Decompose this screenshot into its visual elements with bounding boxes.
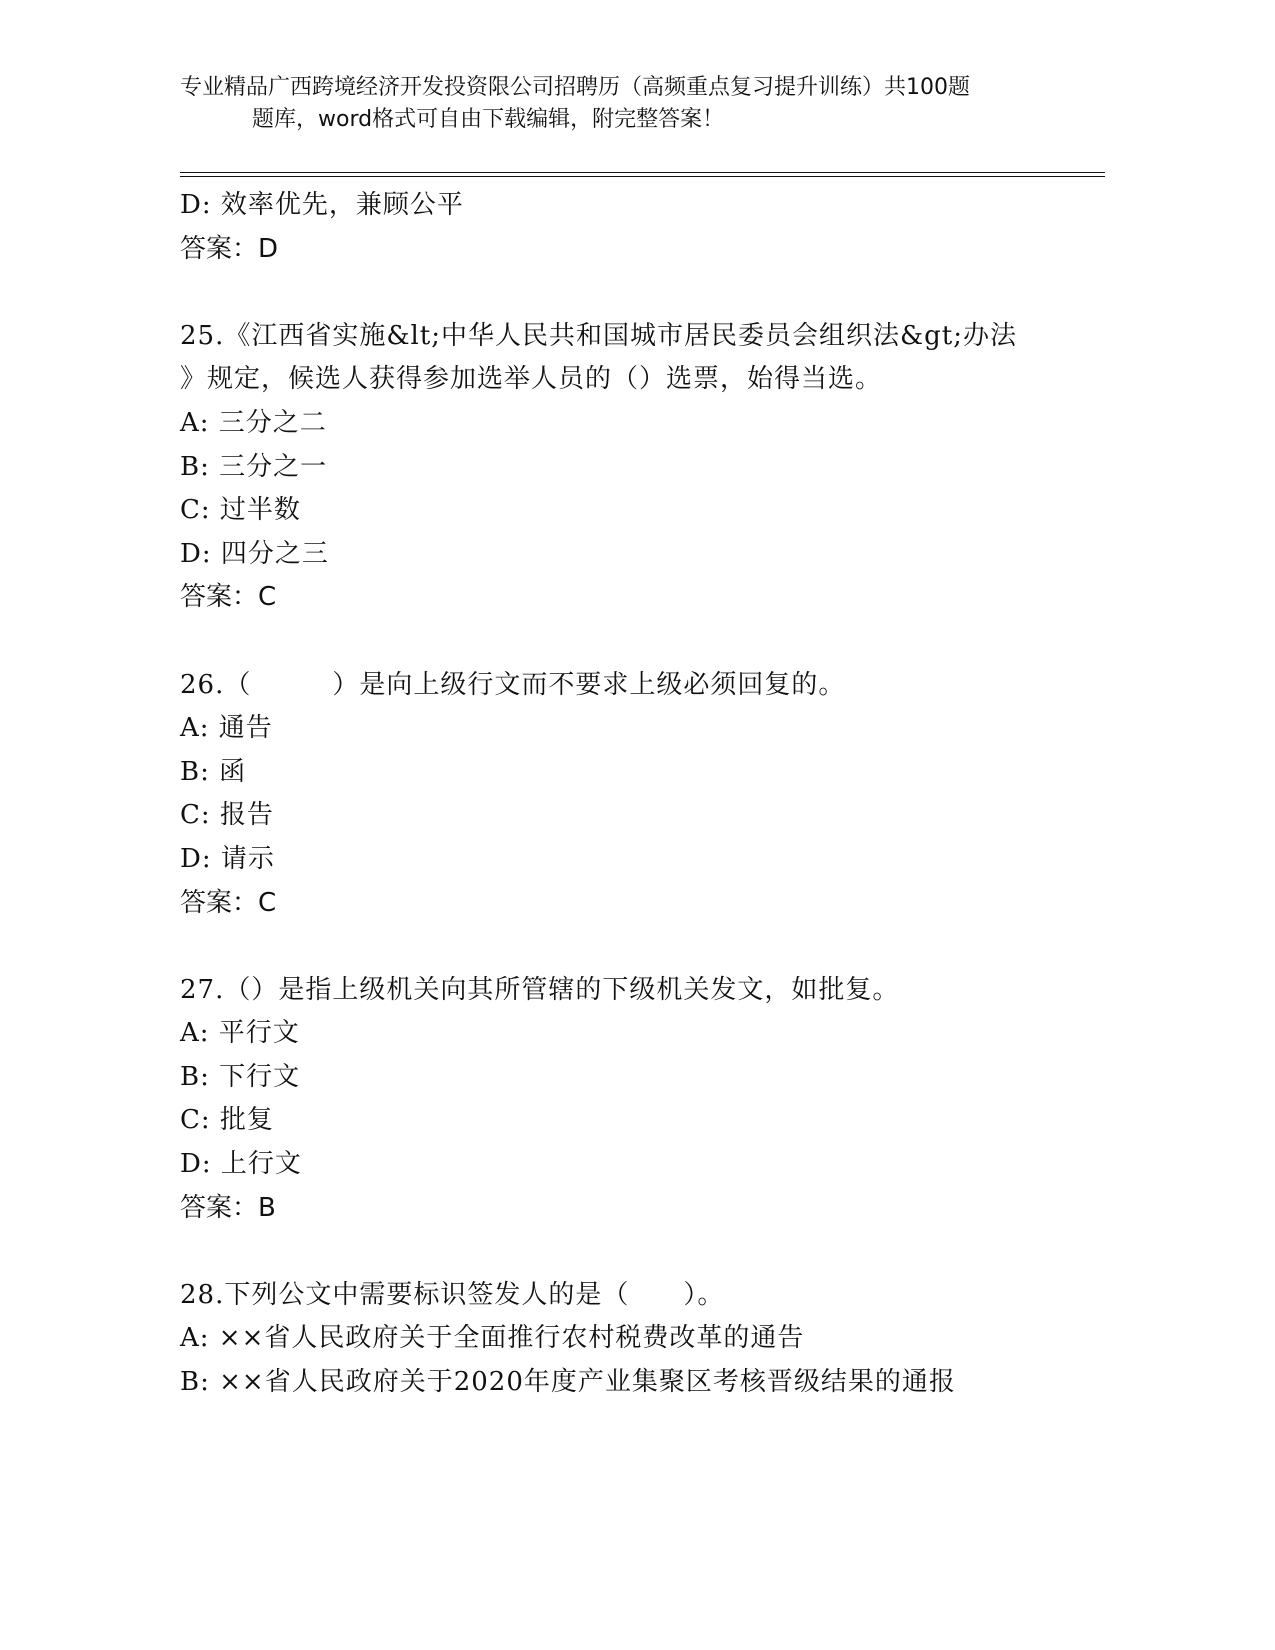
option-b: B: 函 <box>180 756 247 787</box>
option-a: A: ××省人民政府关于全面推行农村税费改革的通告 <box>180 1323 805 1354</box>
question-block-25 <box>180 315 1105 620</box>
question-block-27 <box>180 969 1105 1231</box>
question-block-28 <box>180 1274 1105 1405</box>
header-title-line2: 题库，word格式可自由下载编辑，附完整答案！ <box>252 107 725 132</box>
question-block-26 <box>180 664 1105 926</box>
spacer <box>180 620 1105 664</box>
option-a: A: 三分之二 <box>180 407 327 438</box>
answer-line: 答案：C <box>180 887 277 918</box>
question-stem: 27.（）是指上级机关向其所管辖的下级机关发文，如批复。 <box>180 974 900 1005</box>
header-title-line1: 专业精品广西跨境经济开发投资限公司招聘历（高频重点复习提升训练）共100题 <box>180 75 970 100</box>
option-b: B: 三分之一 <box>180 451 328 482</box>
option-a: A: 通告 <box>180 713 273 744</box>
spacer <box>180 925 1105 969</box>
question-stem: 26.（ ）是向上级行文而不要求上级必须回复的。 <box>180 669 846 700</box>
option-d: D: 效率优先，兼顾公平 <box>180 190 464 220</box>
option-a: A: 平行文 <box>180 1018 300 1049</box>
page-header <box>180 72 1080 136</box>
option-c: C: 报告 <box>180 800 274 831</box>
question-stem: 28.下列公文中需要标识签发人的是（ ）。 <box>180 1279 725 1310</box>
question-stem-continued: 》规定，候选人获得参加选举人员的（）选票，始得当选。 <box>180 364 883 395</box>
answer-line: 答案：D <box>180 233 279 264</box>
spacer <box>180 1230 1105 1274</box>
option-d: D: 上行文 <box>180 1149 302 1180</box>
option-d: D: 四分之三 <box>180 538 329 569</box>
header-divider <box>180 172 1105 177</box>
answer-line: 答案：C <box>180 582 277 613</box>
option-b: B: ××省人民政府关于2020年度产业集聚区考核晋级结果的通报 <box>180 1367 956 1398</box>
answer-line: 答案：B <box>180 1192 276 1223</box>
option-c: C: 批复 <box>180 1105 274 1136</box>
document-body <box>180 184 1105 1405</box>
option-d: D: 请示 <box>180 843 275 874</box>
question-block-prev <box>180 184 1105 271</box>
option-c: C: 过半数 <box>180 495 301 526</box>
option-b: B: 下行文 <box>180 1061 301 1092</box>
question-stem: 25.《江西省实施&lt;中华人民共和国城市居民委员会组织法&gt;办法 <box>180 320 1018 351</box>
spacer <box>180 271 1105 315</box>
